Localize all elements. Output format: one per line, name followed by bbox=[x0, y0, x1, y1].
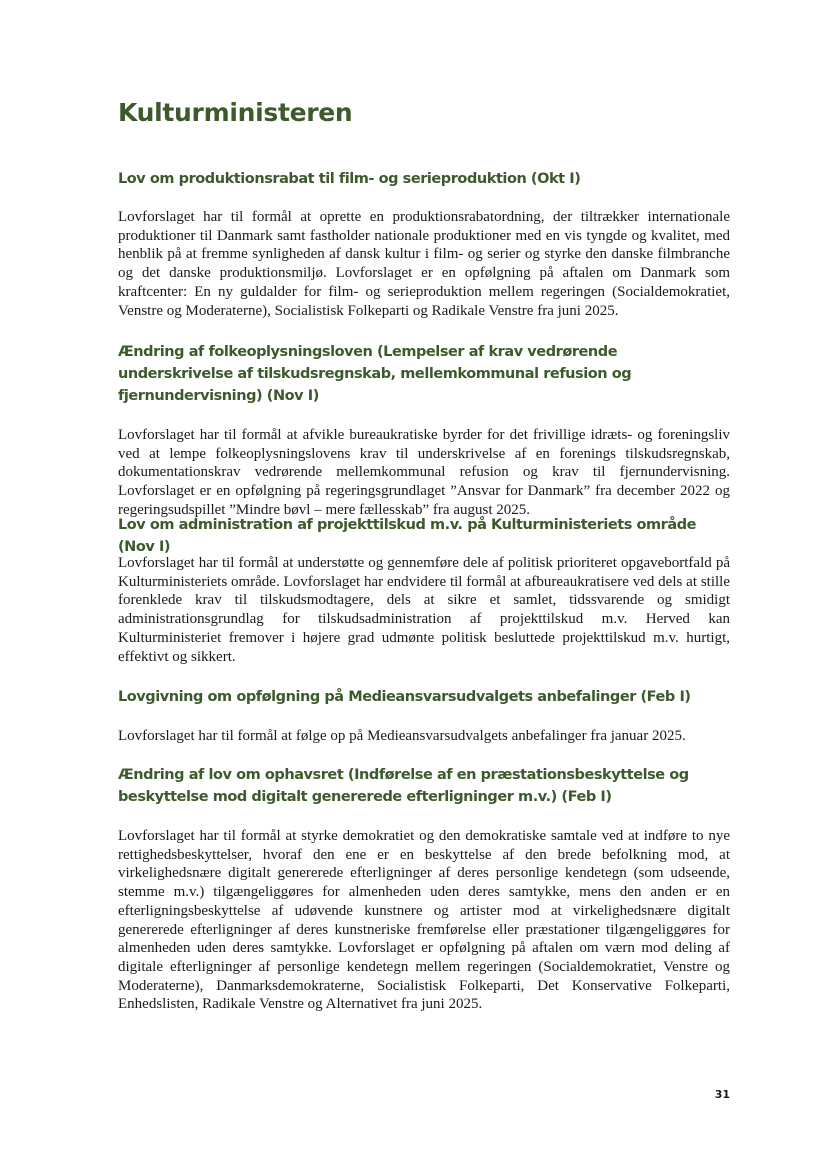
section-body: Lovforslaget har til formål at styrke demokratiet og den demokratiske samtale ved at indføre to nye rettighedsbeskyttelser, hvoraf den ene er en beskyttelse af den brede befolkning mod, at virkelighedsnære digitalt genererede efterligninger af deres personlige kendetegn (som udseende, stemme m.v.) tilgængeliggøres for almenheden uden deres samtykke, mens den anden er en efterligningsbeskyttelse af udøvende kunstnere og artister mod at virkelighedsnære digitalt genererede efterligninger af deres kunstneriske fremførelse eller præstationer tilgængeliggøres for almenheden uden deres samtykke. Lovforslaget er opfølgning på aftalen om værn mod deling af digitale efterligninger af personlige kendetegn mellem regeringen (Socialdemokratiet, Venstre og Moderaterne), Danmarksdemokraterne, Socialistisk Folkeparti, Det Konservative Folkeparti, Enhedslisten, Radikale Venstre og Alternativet fra juni 2025. bbox=[118, 828, 730, 1013]
section-body: Lovforslaget har til formål at følge op på Medieansvarsudvalgets anbefalinger fra januar 2025. bbox=[118, 728, 686, 744]
section-heading: Lov om produktionsrabat til film- og serieproduktion (Okt I) bbox=[118, 171, 581, 187]
section-body: Lovforslaget har til formål at afvikle bureaukratiske byrder for det frivillige idræts- og foreningsliv ved at lempe folkeoplysningslovens krav til underskrivelse af en forenings tilskudsregnskab, dokumentationskrav vedrørende mellemkommunal refusion og krav til fjernundervisning. Lovforslaget er en opfølgning på regeringsgrundlaget ”Ansvar for Danmark” fra december 2022 og regeringsudspillet ”Mindre bøvl – mere fællesskab” fra august 2025. bbox=[118, 427, 730, 518]
section-medieansvarsudvalget bbox=[118, 686, 730, 746]
section-body: Lovforslaget har til formål at oprette en produktionsrabatordning, der tiltrækker internationale produktioner til Danmark samt fastholder nationale produktioner med en vis tyngde og kvalitet, med henblik på at fremme synligheden af dansk kultur i film- og serier og styrke den danske filmbranche og det danske produktionsmiljø. Lovforslaget er en opfølgning på aftalen om Danmark som kraftcenter: En ny guldalder for film- og serieproduktion mellem regeringen (Socialdemokratiet, Venstre og Moderaterne), Socialistisk Folkeparti og Radikale Venstre fra juni 2025. bbox=[118, 209, 730, 319]
section-heading: Ændring af lov om ophavsret (Indførelse af en præstationsbeskyttelse og beskyttelse mod digitalt genererede efterligninger m.v.) (Feb I) bbox=[118, 767, 689, 805]
section-ophavsret bbox=[118, 764, 730, 1014]
section-produktionsrabat bbox=[118, 168, 730, 320]
page-title: Kulturministeren bbox=[118, 98, 353, 127]
section-projekttilskud bbox=[118, 514, 730, 666]
section-folkeoplysningsloven bbox=[118, 341, 730, 520]
section-heading: Lovgivning om opfølgning på Medieansvarsudvalgets anbefalinger (Feb I) bbox=[118, 689, 691, 705]
section-heading: Lov om administration af projekttilskud m.v. på Kulturministeriets område (Nov I) bbox=[118, 517, 697, 555]
section-heading: Ændring af folkeoplysningsloven (Lempelser af krav vedrørende underskrivelse af tilskudsregnskab, mellemkommunal refusion og fjernundervisning) (Nov I) bbox=[118, 344, 632, 404]
section-body: Lovforslaget har til formål at understøtte og gennemføre dele af politisk prioriteret opgavebortfald på Kulturministeriets område. Lovforslaget har endvidere til formål at afbureaukratisere ved dels at stille forenklede krav til tilskudsmodtagere, dels at sikre et samlet, tidssvarende og smidigt administrationsgrundlag for tilskudsadministration af projekttilskud m.v. Herved kan Kulturministeriet fremover i højere grad udmønte politisk besluttede projekttilskud m.v. hurtigt, effektivt og sikkert. bbox=[118, 555, 730, 665]
page-number: 31 bbox=[714, 1088, 730, 1101]
